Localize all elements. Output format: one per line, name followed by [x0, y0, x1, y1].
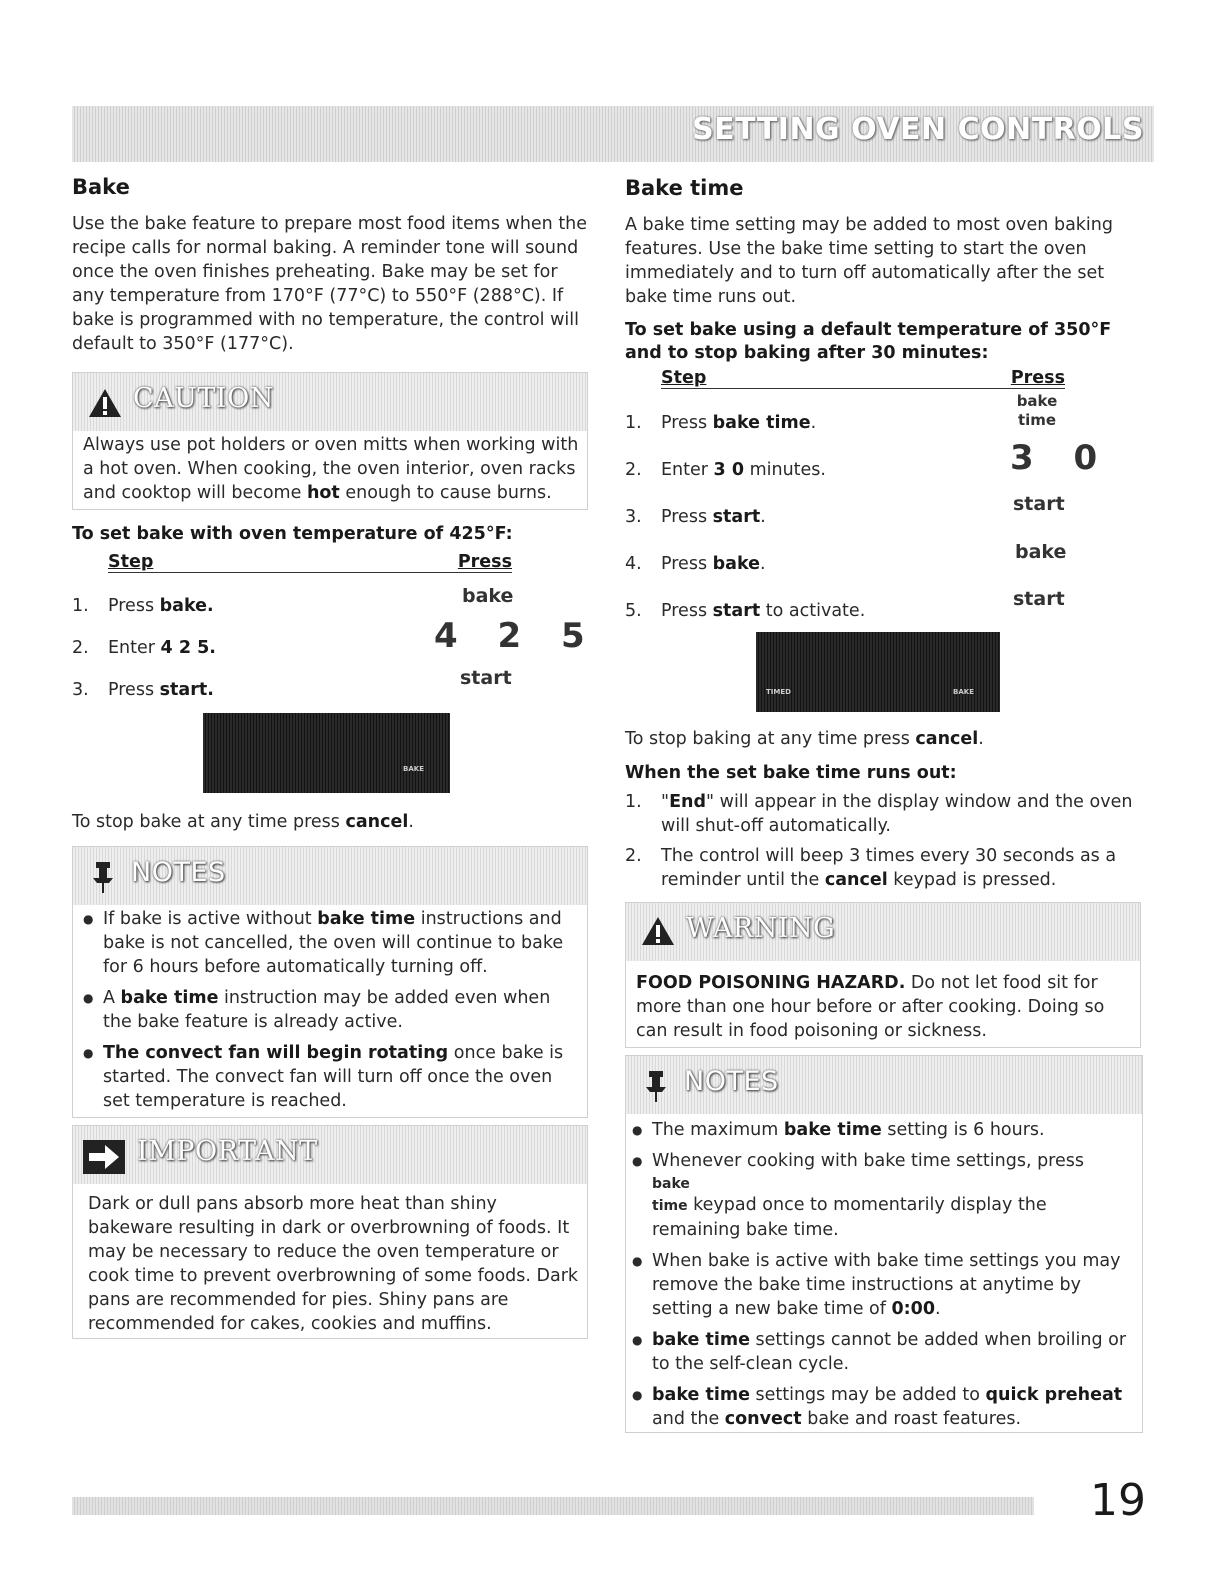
caution-title: CAUTION: [133, 383, 274, 414]
page-number: 19: [1090, 1475, 1146, 1526]
note-item: ● If bake is active without bake time instructions and bake is not cancelled, the oven will continue to bake for 6 hours before automatically turning off.: [77, 907, 579, 979]
digit-keys-425: 4 2 5: [434, 616, 599, 656]
step-2: 2. Enter 4 2 5.: [72, 638, 216, 658]
caution-text: Always use pot holders or oven mitts when working with a hot oven. When cooking, the oven interior, oven racks and cooktop will become hot enough to cause burns.: [83, 435, 579, 503]
bake-time-intro: A bake time setting may be added to most oven baking features. Use the bake time setting to start the oven immediately and to turn off automatically after the set bake time runs out.: [625, 215, 1113, 307]
bake-key: bake: [1015, 541, 1067, 563]
bake-time-notes-list: [626, 1118, 1134, 1438]
display-bake-indicator: BAKE: [953, 688, 974, 696]
step-1: 1. Press bake.: [72, 596, 214, 616]
warning-box: [625, 902, 1141, 1048]
step-press-header-right: [661, 368, 1065, 389]
step-3: 3. Press start.: [72, 680, 214, 700]
digit-keys-30: 3 0: [1010, 438, 1112, 478]
bake-time-key-inline-line2: time: [652, 1198, 688, 1214]
bt-step-5: 5. Press start to activate.: [625, 601, 866, 621]
bake-key: bake: [462, 585, 514, 607]
bt-step-2: 2. Enter 3 0 minutes.: [625, 460, 826, 480]
warning-text: FOOD POISONING HAZARD. Do not let food sit for more than one hour before or after cooking. Doing so can result in food poisoning or sickness.: [636, 973, 1105, 1041]
start-key: start: [1013, 493, 1065, 515]
section-title: SETTING OVEN CONTROLS: [692, 112, 1144, 147]
bake-stop-text: To stop bake at any time press cancel.: [72, 812, 414, 832]
bake-time-stop-text: To stop baking at any time press cancel.: [625, 729, 984, 749]
runs-out-item-2: 2. The control will beep 3 times every 30 seconds as a reminder until the cancel keypad is pressed.: [625, 846, 1117, 890]
note-item: ● bake time settings cannot be added when broiling or to the self-clean cycle.: [626, 1328, 1134, 1376]
header-band: [72, 106, 1154, 162]
bake-procedure-heading: To set bake with oven temperature of 425°F:: [72, 524, 513, 544]
warning-triangle-icon: [640, 915, 676, 947]
start-key: start: [1013, 588, 1065, 610]
important-text: Dark or dull pans absorb more heat than shiny bakeware resulting in dark or overbrowning of foods. It may be necessary to reduce the oven temperature or cook time to prevent overbrowning of some foods. Dark pans are recommended for pies. Shiny pans are recommended for cakes, cookies and muffins.: [88, 1194, 579, 1334]
arrow-right-icon: [83, 1140, 125, 1174]
step-label: Step: [661, 368, 707, 388]
bake-heading: Bake: [72, 175, 130, 199]
pushpin-icon: [642, 1068, 672, 1104]
press-label: Press: [457, 552, 512, 572]
runs-out-heading: When the set bake time runs out:: [625, 763, 957, 783]
bake-time-procedure-heading: To set bake using a default temperature of 350°F and to stop baking after 30 minutes:: [625, 320, 1112, 363]
bt-step-1: 1. Press bake time.: [625, 413, 817, 433]
oven-display: [203, 713, 450, 793]
footer-band: [72, 1497, 1034, 1515]
bt-step-3: 3. Press start.: [625, 507, 766, 527]
bake-notes-list: [77, 907, 579, 1120]
pushpin-icon: [89, 859, 119, 895]
important-box: [72, 1125, 588, 1339]
caution-box: [72, 372, 588, 510]
note-item: ● A bake time instruction may be added even when the bake feature is already active.: [77, 986, 579, 1034]
step-label: Step: [108, 552, 154, 572]
note-item: ● The convect fan will begin rotating once bake is started. The convect fan will turn off once the oven set temperature is reached.: [77, 1041, 579, 1113]
step-press-header: [108, 552, 512, 573]
runs-out-item-1: 1. "End" will appear in the display window and the oven will shut-off automatically.: [625, 792, 1133, 836]
notes-title: NOTES: [131, 857, 226, 888]
important-title: IMPORTANT: [137, 1136, 318, 1167]
notes-title: NOTES: [684, 1066, 779, 1097]
note-item: ● The maximum bake time setting is 6 hours.: [626, 1118, 1134, 1142]
oven-display-timed: [756, 632, 1000, 712]
bake-time-notes-box: [625, 1055, 1143, 1433]
start-key: start: [460, 667, 512, 689]
press-label: Press: [1010, 368, 1065, 388]
bake-intro: Use the bake feature to prepare most food items when the recipe calls for normal baking. A reminder tone will sound once the oven finishes preheating. Bake may be set for any temperature from 170°F (77°C) to 550°F (288°C). If bake is programmed with no temperature, the control will default to 350°F (177°C).: [72, 214, 588, 354]
bake-time-heading: Bake time: [625, 176, 744, 200]
note-item: ● When bake is active with bake time settings you may remove the bake time instructions at anytime by setting a new bake time of 0:00.: [626, 1249, 1134, 1321]
note-item: ● Whenever cooking with bake time settings, press bake time keypad once to momentarily display the remaining bake time.: [626, 1149, 1134, 1242]
bt-step-4: 4. Press bake.: [625, 554, 766, 574]
warning-title: WARNING: [686, 913, 836, 944]
warning-triangle-icon: [87, 387, 123, 419]
bake-notes-box: [72, 846, 588, 1118]
bake-time-key-inline: bake: [652, 1176, 690, 1192]
bake-time-key: bake time: [1016, 392, 1058, 429]
display-bake-indicator: BAKE: [403, 765, 424, 773]
display-timed-indicator: TIMED: [766, 688, 791, 696]
note-item: ● bake time settings may be added to quick preheat and the convect bake and roast features.: [626, 1383, 1134, 1431]
